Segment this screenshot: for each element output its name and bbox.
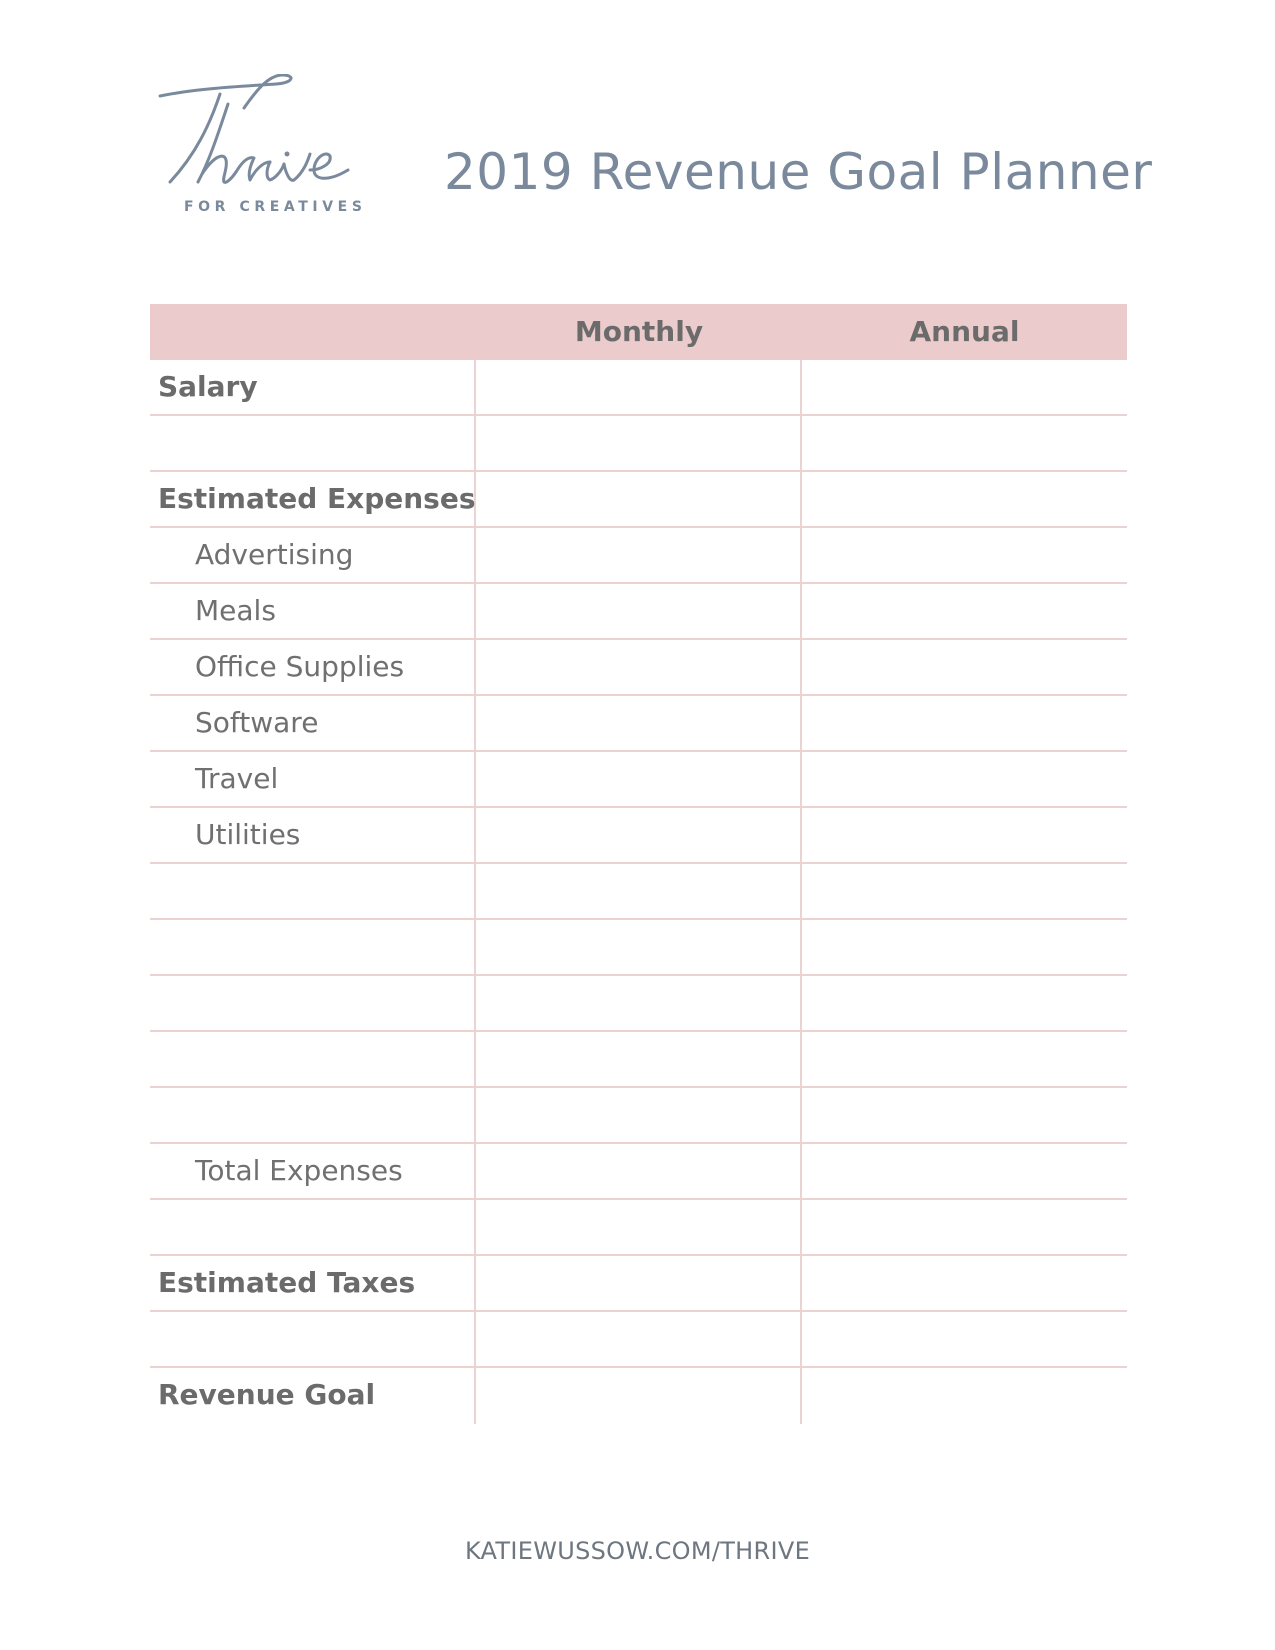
annual-cell[interactable] <box>802 1256 1127 1310</box>
monthly-cell[interactable] <box>476 416 802 470</box>
table-row <box>150 1200 1127 1256</box>
thrive-logo <box>158 74 390 224</box>
annual-cell[interactable] <box>802 1368 1127 1424</box>
column-header-annual: Annual <box>909 315 1020 348</box>
annual-cell[interactable] <box>802 640 1127 694</box>
annual-cell[interactable] <box>802 1144 1127 1198</box>
annual-cell[interactable] <box>802 752 1127 806</box>
monthly-cell[interactable] <box>476 528 802 582</box>
row-label: Office Supplies <box>150 640 476 694</box>
annual-cell[interactable] <box>802 1312 1127 1366</box>
monthly-cell[interactable] <box>476 1200 802 1254</box>
annual-cell[interactable] <box>802 1200 1127 1254</box>
monthly-cell[interactable] <box>476 1032 802 1086</box>
row-label: Software <box>150 696 476 750</box>
row-label: Revenue Goal <box>150 1368 476 1424</box>
annual-cell[interactable] <box>802 1088 1127 1142</box>
table-row <box>150 1144 1127 1200</box>
monthly-cell[interactable] <box>476 360 802 414</box>
monthly-cell[interactable] <box>476 1144 802 1198</box>
annual-cell[interactable] <box>802 808 1127 862</box>
row-label: Total Expenses <box>150 1144 476 1198</box>
table-row <box>150 360 1127 416</box>
monthly-cell[interactable] <box>476 976 802 1030</box>
page-title: 2019 Revenue Goal Planner <box>444 143 1153 201</box>
table-row <box>150 640 1127 696</box>
column-header-label <box>150 304 476 360</box>
row-label: Advertising <box>150 528 476 582</box>
annual-cell[interactable] <box>802 696 1127 750</box>
row-label <box>150 1032 476 1086</box>
monthly-cell[interactable] <box>476 920 802 974</box>
annual-cell[interactable] <box>802 416 1127 470</box>
row-label <box>150 416 476 470</box>
row-label: Utilities <box>150 808 476 862</box>
column-header-monthly: Monthly <box>574 315 704 348</box>
row-label: Travel <box>150 752 476 806</box>
monthly-cell[interactable] <box>476 1368 802 1424</box>
annual-cell[interactable] <box>802 1032 1127 1086</box>
row-label: Meals <box>150 584 476 638</box>
table-row <box>150 1088 1127 1144</box>
table-row <box>150 808 1127 864</box>
monthly-cell[interactable] <box>476 472 802 526</box>
annual-cell[interactable] <box>802 360 1127 414</box>
table-row <box>150 1032 1127 1088</box>
table-body <box>150 360 1127 1424</box>
row-label: Salary <box>150 360 476 414</box>
monthly-cell[interactable] <box>476 752 802 806</box>
table-row <box>150 1312 1127 1368</box>
monthly-cell[interactable] <box>476 696 802 750</box>
table-row <box>150 920 1127 976</box>
table-row <box>150 752 1127 808</box>
row-label <box>150 1088 476 1142</box>
monthly-cell[interactable] <box>476 864 802 918</box>
row-label <box>150 1200 476 1254</box>
thrive-script-logo-icon <box>158 74 390 204</box>
table-row <box>150 584 1127 640</box>
annual-cell[interactable] <box>802 920 1127 974</box>
monthly-cell[interactable] <box>476 1088 802 1142</box>
table-row <box>150 416 1127 472</box>
row-label <box>150 864 476 918</box>
monthly-cell[interactable] <box>476 640 802 694</box>
annual-cell[interactable] <box>802 472 1127 526</box>
row-label <box>150 976 476 1030</box>
monthly-cell[interactable] <box>476 1256 802 1310</box>
monthly-cell[interactable] <box>476 808 802 862</box>
table-row <box>150 864 1127 920</box>
row-label <box>150 1312 476 1366</box>
table-row <box>150 1368 1127 1424</box>
footer-url: KATIEWUSSOW.COM/THRIVE <box>464 1537 811 1565</box>
row-label: Estimated Expenses <box>150 472 476 526</box>
table-row <box>150 472 1127 528</box>
annual-cell[interactable] <box>802 584 1127 638</box>
table-header <box>150 304 1127 360</box>
table-row <box>150 1256 1127 1312</box>
monthly-cell[interactable] <box>476 584 802 638</box>
row-label: Estimated Taxes <box>150 1256 476 1310</box>
row-label <box>150 920 476 974</box>
annual-cell[interactable] <box>802 976 1127 1030</box>
table-row <box>150 528 1127 584</box>
monthly-cell[interactable] <box>476 1312 802 1366</box>
table-row <box>150 696 1127 752</box>
annual-cell[interactable] <box>802 528 1127 582</box>
revenue-planner-table <box>150 304 1127 1424</box>
logo-tagline: FOR CREATIVES <box>184 199 367 215</box>
annual-cell[interactable] <box>802 864 1127 918</box>
table-row <box>150 976 1127 1032</box>
